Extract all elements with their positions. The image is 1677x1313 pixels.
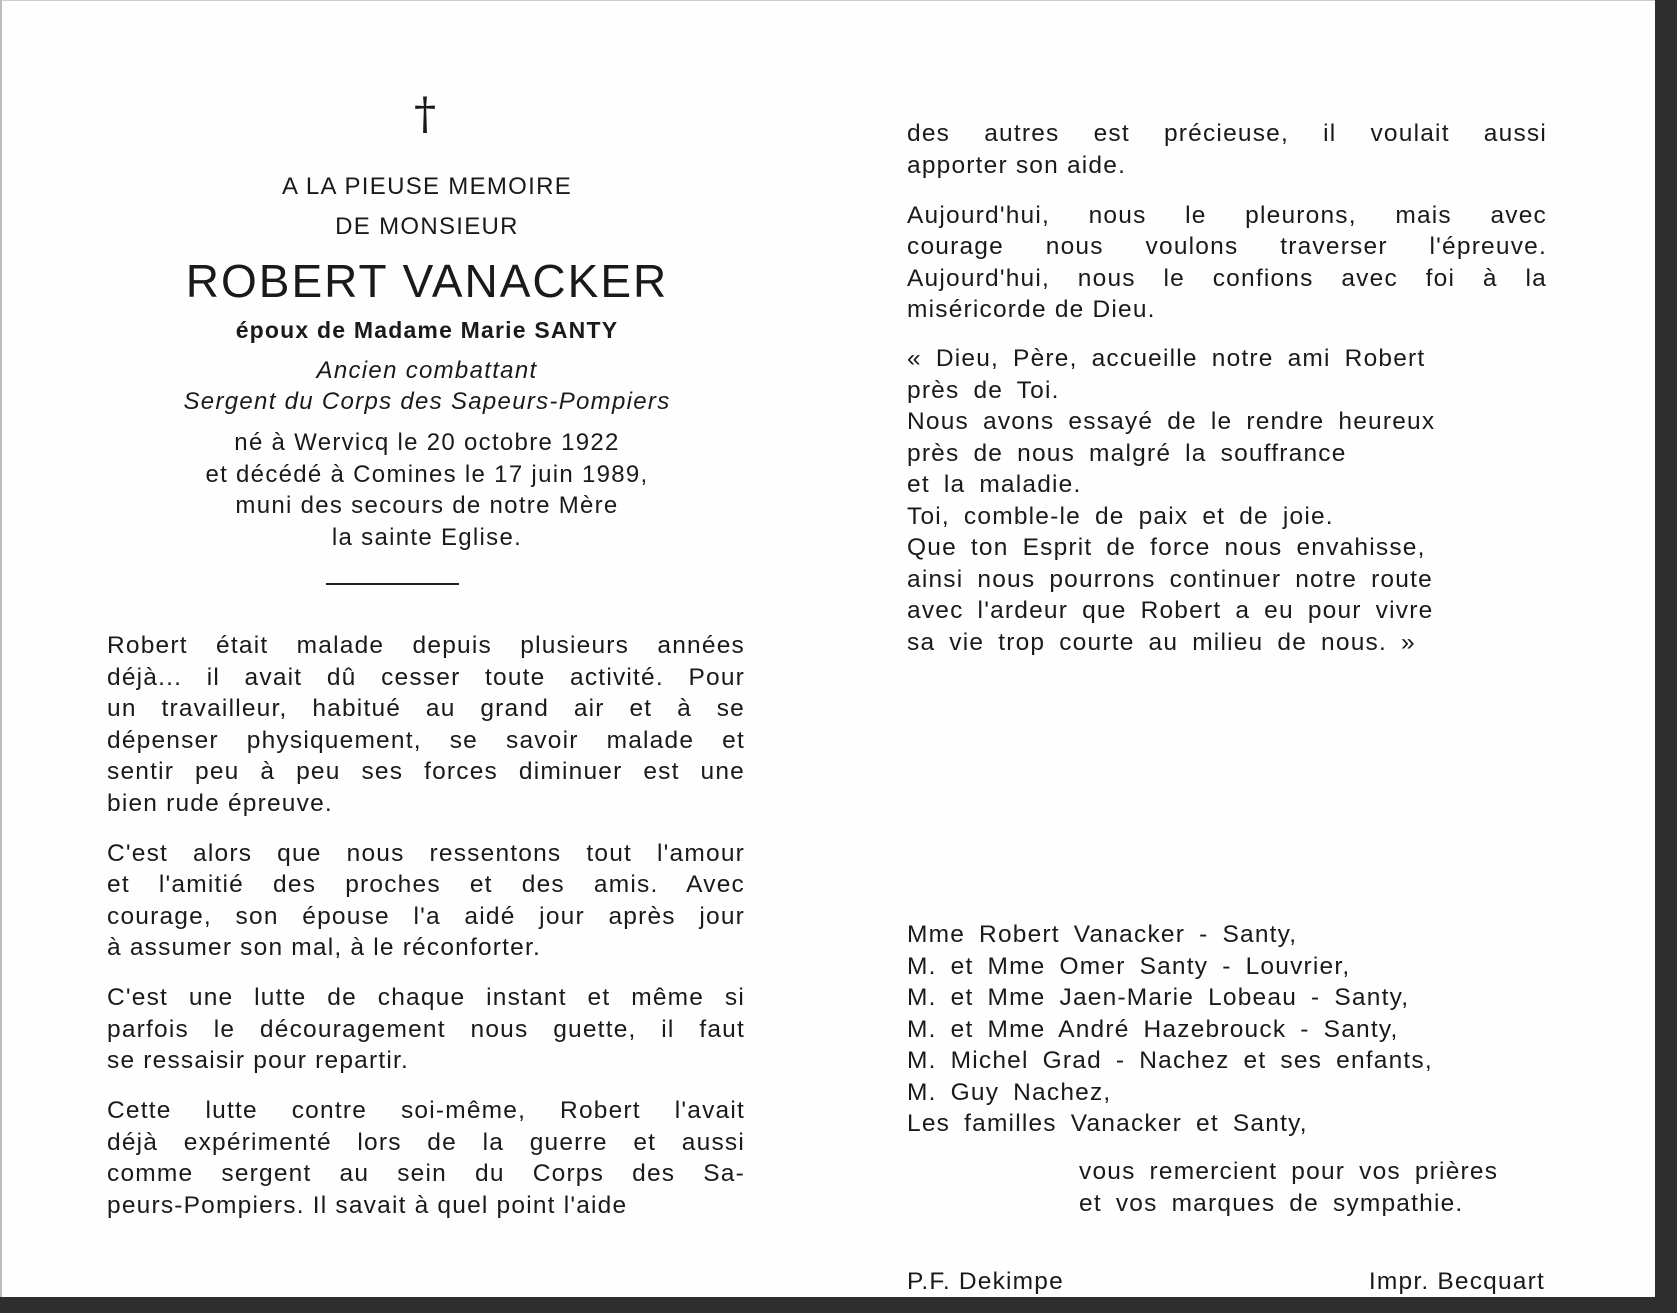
text-line: se ressaisir pour repartir.	[107, 1047, 409, 1074]
paragraph	[107, 838, 745, 964]
memorial-heading: A LA PIEUSE MEMOIRE	[281, 173, 573, 200]
spouse-line: époux de Madame Marie SANTY	[235, 317, 619, 343]
text-line: Aujourd'hui, nous le pleurons, mais avec	[907, 201, 1547, 229]
text-line: parfois le découragement nous guette, il faut	[107, 1015, 745, 1043]
text-line: M. et Mme Jaen-Marie Lobeau - Santy,	[907, 984, 1410, 1011]
sacraments-line: muni des secours de notre Mère	[235, 492, 619, 519]
family-list	[907, 919, 1547, 1158]
text-line: ainsi nous pourrons continuer notre route	[907, 565, 1433, 593]
paragraph	[907, 118, 1547, 181]
text-line: C'est une lutte de chaque instant et même si	[107, 984, 745, 1011]
text-line: peurs-Pompiers. Il savait à quel point l'aide	[107, 1191, 628, 1219]
deceased-name: ROBERT VANACKER	[185, 255, 669, 307]
text-line: un travailleur, habitué au grand air et à se	[107, 695, 745, 722]
divider	[326, 583, 459, 585]
text-line: et vos marques de sympathie.	[1079, 1189, 1464, 1217]
cross-icon: †	[414, 89, 436, 140]
text-line: dépenser physiquement, se savoir malade et	[107, 726, 745, 754]
paragraph	[1079, 1156, 1549, 1219]
title-veteran: Ancien combattant	[316, 357, 538, 384]
text-line: Nous avons essayé de le rendre heureux	[907, 408, 1436, 435]
paragraph	[107, 982, 745, 1077]
title-sergeant: Sergent du Corps des Sapeurs-Pompiers	[183, 388, 671, 415]
text-line: déjà... il avait dû cesser toute activité. Pour	[107, 663, 745, 691]
text-line: courage nous voulons traverser l'épreuve.	[907, 233, 1547, 260]
text-line: Cette lutte contre soi-même, Robert l'avait	[107, 1097, 745, 1124]
text-line: Robert était malade depuis plusieurs années	[107, 632, 745, 659]
text-line: Mme Robert Vanacker - Santy,	[907, 921, 1298, 948]
text-line: miséricorde de Dieu.	[907, 296, 1156, 323]
text-line: près de nous malgré la souffrance	[907, 439, 1347, 467]
paragraph	[907, 200, 1547, 326]
paragraph	[107, 630, 745, 819]
text-line: avec l'ardeur que Robert a eu pour vivre	[907, 597, 1434, 624]
text-line: Toi, comble-le de paix et de joie.	[907, 502, 1334, 530]
text-line: C'est alors que nous ressentons tout l'amour	[107, 839, 745, 867]
text-line: près de Toi.	[907, 376, 1060, 404]
text-line: des autres est précieuse, il voulait aussi	[907, 120, 1547, 147]
text-line: à assumer son mal, à le réconforter.	[107, 934, 542, 961]
text-line: comme sergent au sein du Corps des Sa-	[107, 1160, 745, 1187]
text-line: « Dieu, Père, accueille notre ami Robert	[907, 345, 1426, 372]
church-line: la sainte Eglise.	[331, 524, 523, 551]
prayer-text	[907, 343, 1547, 677]
thanks-text	[1079, 1156, 1549, 1238]
text-line: et l'amitié des proches et des amis. Avec	[107, 871, 745, 898]
text-line: M. et Mme Omer Santy - Louvrier,	[907, 952, 1351, 980]
text-line: sa vie trop courte au milieu de nous. »	[907, 628, 1416, 656]
paragraph	[907, 343, 1547, 658]
text-line: M. et Mme André Hazebrouck - Santy,	[907, 1015, 1399, 1043]
funeral-home: P.F. Dekimpe	[907, 1268, 1064, 1295]
text-line: Que ton Esprit de force nous envahisse,	[907, 534, 1426, 561]
printer: Impr. Becquart	[1368, 1268, 1545, 1295]
text-line: et la maladie.	[907, 471, 1082, 498]
right-text	[907, 118, 1547, 344]
text-line: sentir peu à peu ses forces diminuer est une	[107, 758, 745, 785]
memorial-subheading: DE MONSIEUR	[335, 213, 519, 240]
text-line: M. Michel Grad - Nachez et ses enfants,	[907, 1047, 1433, 1074]
text-line: déjà expérimenté lors de la guerre et aussi	[107, 1128, 745, 1156]
text-line: Les familles Vanacker et Santy,	[907, 1110, 1308, 1137]
text-line: vous remercient pour vos prières	[1079, 1158, 1499, 1185]
paragraph	[907, 919, 1547, 1140]
text-line: courage, son épouse l'a aidé jour après jour	[107, 902, 745, 930]
birth-line: né à Wervicq le 20 octobre 1922	[234, 429, 620, 456]
paragraph	[107, 1095, 745, 1221]
text-line: M. Guy Nachez,	[907, 1078, 1112, 1106]
death-line: et décédé à Comines le 17 juin 1989,	[205, 461, 649, 488]
text-line: apporter son aide.	[907, 151, 1127, 179]
text-line: Aujourd'hui, nous le confions avec foi à la	[907, 264, 1547, 292]
text-line: bien rude épreuve.	[107, 789, 333, 817]
left-text	[107, 630, 745, 1240]
